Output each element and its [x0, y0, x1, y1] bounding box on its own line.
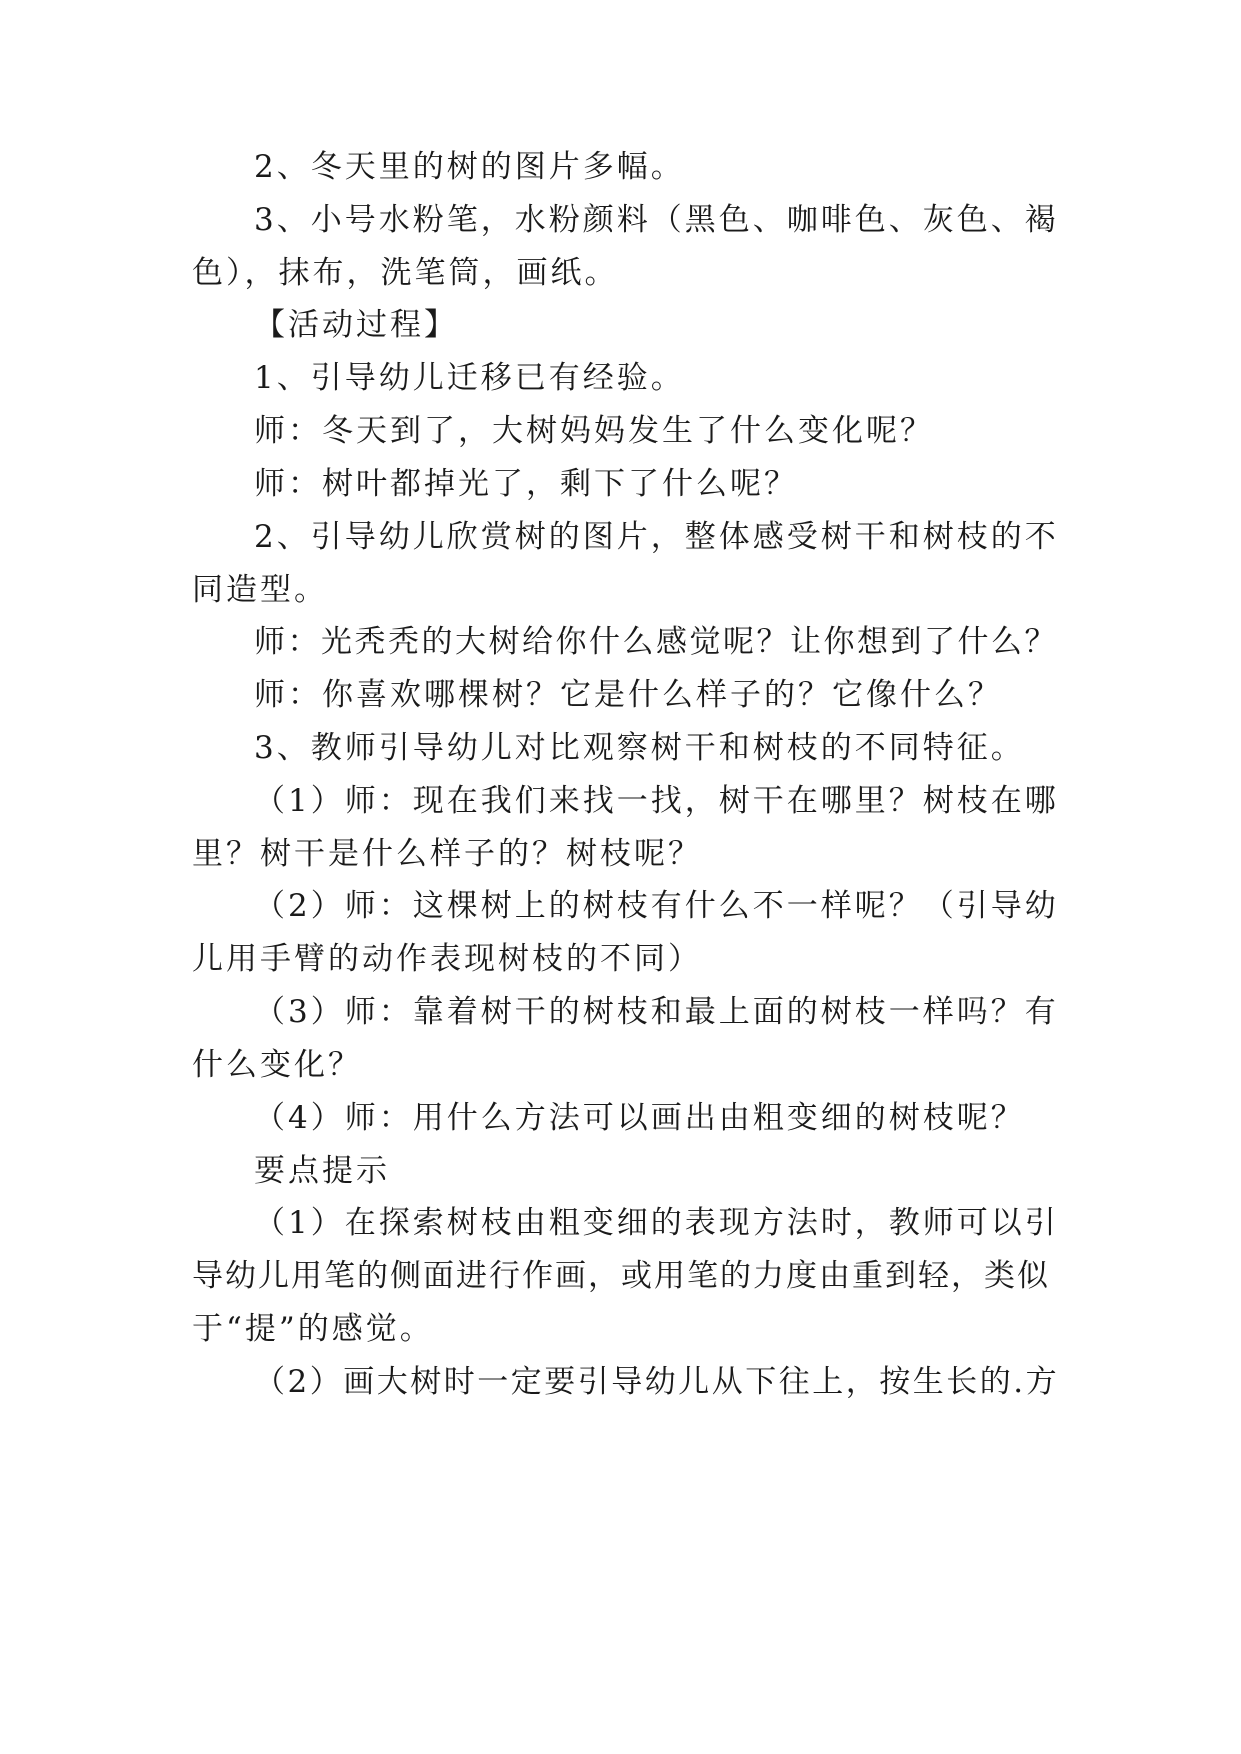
- text-line-24: （2）画大树时一定要引导幼儿从下往上，按生长的.方: [254, 1364, 1060, 1400]
- text-line-21: （1）在探索树枝由粗变细的表现方法时，教师可以引: [254, 1205, 1059, 1241]
- text-line-3: 色），抹布，洗笔筒，画纸。: [192, 255, 619, 291]
- text-line-5: 1、引导幼儿迁移已有经验。: [254, 360, 685, 396]
- text-line-2: 3、小号水粉笔，水粉颜料（黑色、咖啡色、灰色、褐: [254, 202, 1059, 238]
- text-line-16: 儿用手臂的动作表现树枝的不同）: [192, 941, 702, 977]
- text-line-1: 2、冬天里的树的图片多幅。: [254, 149, 685, 185]
- text-line-23: 于“提”的感觉。: [192, 1311, 434, 1347]
- text-line-7: 师：树叶都掉光了，剩下了什么呢？: [254, 466, 798, 502]
- text-line-11: 师：你喜欢哪棵树？它是什么样子的？它像什么？: [254, 677, 1002, 713]
- text-line-9: 同造型。: [192, 572, 328, 608]
- text-line-18: 什么变化？: [192, 1047, 362, 1083]
- text-line-10: 师：光秃秃的大树给你什么感觉呢？让你想到了什么？: [254, 624, 1058, 660]
- text-line-19: （4）师：用什么方法可以画出由粗变细的树枝呢？: [254, 1100, 1025, 1136]
- text-line-17: （3）师：靠着树干的树枝和最上面的树枝一样吗？有: [254, 994, 1059, 1030]
- text-line-22: 导幼儿用笔的侧面进行作画，或用笔的力度由重到轻，类似: [192, 1258, 1050, 1294]
- text-line-12: 3、教师引导幼儿对比观察树干和树枝的不同特征。: [254, 730, 1025, 766]
- text-line-8: 2、引导幼儿欣赏树的图片，整体感受树干和树枝的不: [254, 519, 1059, 555]
- section-heading-tips: 要点提示: [254, 1153, 390, 1189]
- section-heading: 【活动过程】: [254, 307, 458, 343]
- text-line-14: 里？树干是什么样子的？树枝呢？: [192, 836, 702, 872]
- text-line-15: （2）师：这棵树上的树枝有什么不一样呢？（引导幼: [254, 888, 1059, 924]
- text-line-13: （1）师：现在我们来找一找，树干在哪里？树枝在哪: [254, 783, 1059, 819]
- text-line-6: 师：冬天到了，大树妈妈发生了什么变化呢？: [254, 413, 934, 449]
